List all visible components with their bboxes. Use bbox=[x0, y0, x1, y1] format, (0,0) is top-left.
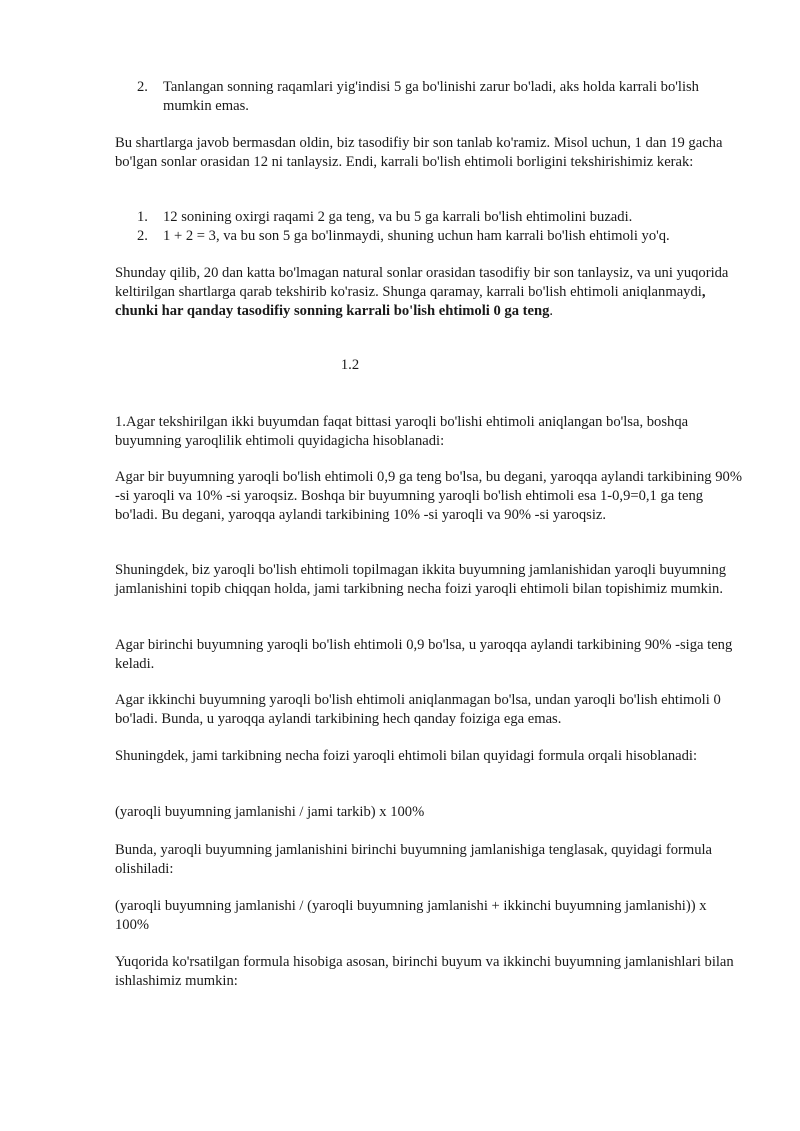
paragraph bbox=[115, 264, 743, 321]
list-number: 2. bbox=[137, 228, 148, 244]
list-item bbox=[137, 227, 737, 246]
paragraph: 1.Agar tekshirilgan ikki buyumdan faqat bittasi yaroqli bo'lishi ehtimoli aniqlangan bo'lsa, boshqa buyumning yaroqlilik ehtimoli quyidagicha hisoblanadi: bbox=[115, 414, 689, 449]
section-heading: 1.2 bbox=[340, 357, 360, 373]
list-text: Tanlangan sonning raqamlari yig'indisi 5 ga bo'linishi zarur bo'ladi, aks holda karrali bo'lish mumkin emas. bbox=[163, 79, 699, 114]
paragraph: Agar birinchi buyumning yaroqli bo'lish ehtimoli 0,9 bo'lsa, u yaroqqa aylandi tarkibining 90% -siga teng keladi. bbox=[115, 637, 733, 672]
paragraph: Shuningdek, biz yaroqli bo'lish ehtimoli topilmagan ikkita buyumning jamlanishidan yaroqli buyumning jamlanishini topib chiqqan holda, jami tarkibning necha foizi yaroqli ehtimoli bilan topishimiz mumkin. bbox=[115, 562, 727, 597]
list-number: 1. bbox=[137, 209, 148, 225]
list-text: 1 + 2 = 3, va bu son 5 ga bo'linmaydi, shuning uchun ham karrali bo'lish ehtimoli yo'q. bbox=[163, 228, 670, 244]
paragraph: Bu shartlarga javob bermasdan oldin, biz tasodifiy bir son tanlab ko'ramiz. Misol uchun, 1 dan 19 gacha bo'lgan sonlar orasidan 12 ni tanlaysiz. Endi, karrali bo'lish ehtimoli borligini tekshirishimiz kerak: bbox=[115, 135, 723, 170]
bold-text: , chunki har qanday tasodifiy sonning karrali bo'lish ehtimoli 0 ga teng bbox=[115, 284, 706, 319]
paragraph: Shuningdek, jami tarkibning necha foizi yaroqli ehtimoli bilan quyidagi formula orqali hisoblanadi: bbox=[115, 748, 698, 764]
formula: (yaroqli buyumning jamlanishi / (yaroqli buyumning jamlanishi + ikkinchi buyumning jamlanishi)) x 100% bbox=[115, 898, 707, 933]
paragraph-end: . bbox=[549, 303, 554, 319]
paragraph: Agar bir buyumning yaroqli bo'lish ehtimoli 0,9 ga teng bo'lsa, bu degani, yaroqqa aylandi tarkibining 90% -si yaroqli va 10% -si yaroqsiz. Boshqa bir buyumning yaroqli bo'lish ehtimoli esa 1-0,9=0,1 ga teng bo'ladi. Bu degani, yaroqqa aylandi tarkibining 10% -si yaroqli va 90% -si yaroqsiz. bbox=[115, 469, 742, 523]
list-number: 2. bbox=[137, 79, 148, 95]
formula: (yaroqli buyumning jamlanishi / jami tarkib) x 100% bbox=[115, 804, 425, 820]
list-item bbox=[137, 208, 737, 227]
paragraph: Yuqorida ko'rsatilgan formula hisobiga asosan, birinchi buyum va ikkinchi buyumning jamlanishlari bilan ishlashimiz mumkin: bbox=[115, 954, 734, 989]
paragraph-text: Shunday qilib, 20 dan katta bo'lmagan natural sonlar orasidan tasodifiy bir son tanlaysiz, va uni yuqorida keltirilgan shartlarga qarab tekshirib ko'rasiz. Shunga qaramay, karrali bo'lish ehtimoli aniqlanmaydi bbox=[115, 265, 729, 300]
paragraph: Agar ikkinchi buyumning yaroqli bo'lish ehtimoli aniqlanmagan bo'lsa, undan yaroqli bo'lish ehtimoli 0 bo'ladi. Bunda, u yaroqqa aylandi tarkibining hech qanday foiziga ega emas. bbox=[115, 692, 721, 727]
list-text: 12 sonining oxirgi raqami 2 ga teng, va bu 5 ga karrali bo'lish ehtimolini buzadi. bbox=[163, 209, 633, 225]
paragraph: Bunda, yaroqli buyumning jamlanishini birinchi buyumning jamlanishiga tenglasak, quyidagi formula olishiladi: bbox=[115, 842, 713, 877]
list-item bbox=[137, 78, 737, 116]
